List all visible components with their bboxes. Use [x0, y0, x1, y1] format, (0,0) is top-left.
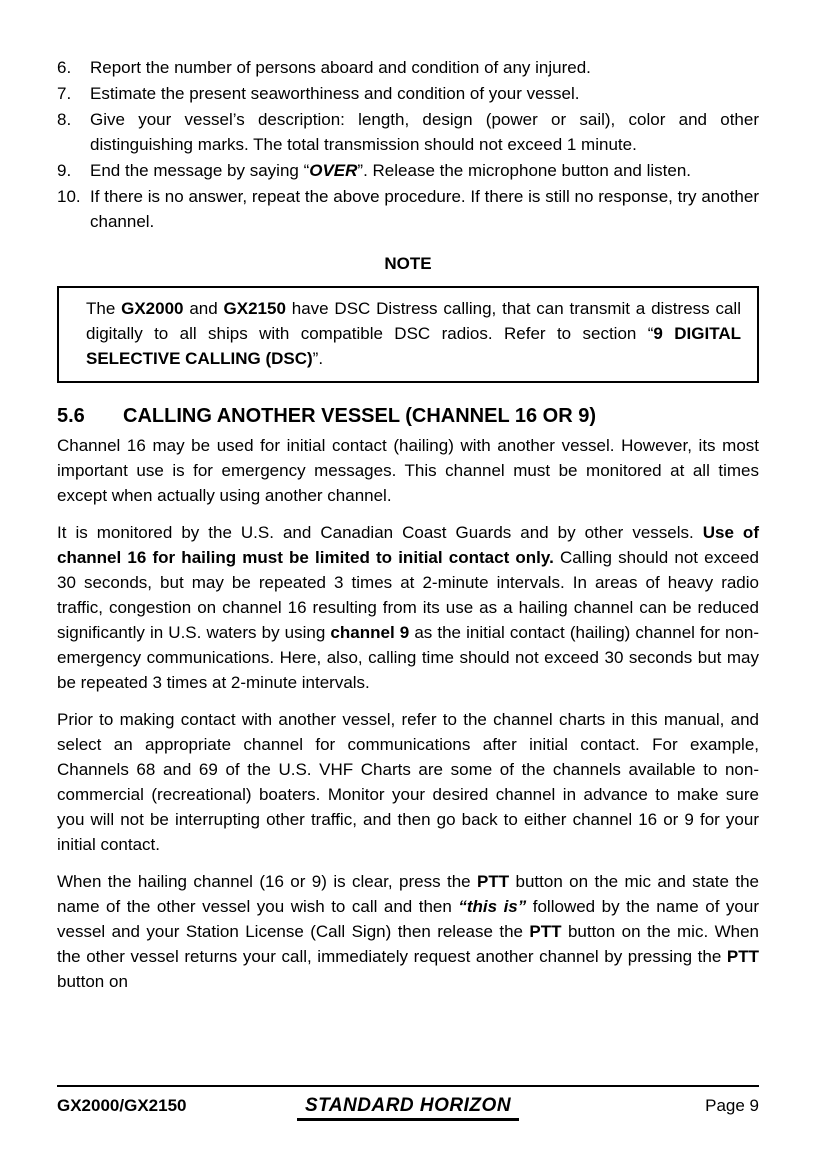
- list-item-number: 8.: [57, 110, 72, 129]
- note-label: NOTE: [384, 254, 432, 273]
- list-item: [57, 107, 759, 157]
- list-item-text: End the message by saying “OVER”. Release the microphone button and listen.: [90, 161, 692, 180]
- footer-page-number: Page 9: [705, 1096, 759, 1115]
- list-item-number: 7.: [57, 84, 72, 103]
- list-item-text: If there is no answer, repeat the above procedure. If there is still no response, try another channel.: [90, 187, 759, 231]
- list-item-text: Give your vessel’s description: length, design (power or sail), color and other distinguishing marks. The total transmission should not exceed 1 minute.: [90, 110, 759, 154]
- page-footer: [57, 1085, 759, 1157]
- list-item: [57, 184, 759, 234]
- section-title: CALLING ANOTHER VESSEL (CHANNEL 16 OR 9): [123, 405, 597, 427]
- list-item-text: Estimate the present seaworthiness and condition of your vessel.: [90, 84, 580, 103]
- note-box: [57, 286, 759, 383]
- paragraph: Prior to making contact with another vessel, refer to the channel charts in this manual, and select an appropriate channel for communications after initial contact. For example, Channels 68 and 69 of the U.S. VHF Charts are some of the channels available to non-commercial (recreational) boaters. Monitor your desired channel in advance to make sure you will not be interrupting other traffic, and then go back to either channel 16 or 9 for your initial contact.: [57, 710, 759, 854]
- paragraph: When the hailing channel (16 or 9) is clear, press the PTT button on the mic and state the name of the other vessel you wish to call and then “this is” followed by the name of your vessel and your Station License (Call Sign) then release the PTT button on the mic. When the other vessel returns your call, immediately request another channel by pressing the PTT button on: [57, 872, 759, 991]
- footer-model: GX2000/GX2150: [57, 1096, 187, 1115]
- list-item: [57, 158, 759, 183]
- paragraph: Channel 16 may be used for initial contact (hailing) with another vessel. However, its most important use is for emergency messages. This channel must be monitored at all times except when actually using another channel.: [57, 436, 759, 505]
- list-item-number: 10.: [57, 187, 81, 206]
- note-text: The GX2000 and GX2150 have DSC Distress calling, that can transmit a distress call digitally to all ships with compatible DSC radios. Refer to section “9 DIGITAL SELECTIVE CALLING (DSC)”.: [86, 299, 741, 368]
- list-item-number: 6.: [57, 58, 72, 77]
- section-heading: [57, 403, 759, 429]
- section-number: 5.6: [57, 405, 85, 427]
- brand-logo: STANDARD HORIZON: [297, 1093, 519, 1121]
- list-item: [57, 81, 759, 106]
- list-item-text: Report the number of persons aboard and condition of any injured.: [90, 58, 591, 77]
- paragraph: It is monitored by the U.S. and Canadian Coast Guards and by other vessels. Use of channel 16 for hailing must be limited to initial contact only. Calling should not exceed 30 seconds, but may be repeated 3 times at 2-minute intervals. In areas of heavy radio traffic, congestion on channel 16 resulting from its use as a hailing channel can be reduced significantly in U.S. waters by using channel 9 as the initial contact (hailing) channel for non-emergency communications. Here, also, calling time should not exceed 30 seconds but may be repeated 3 times at 2-minute intervals.: [57, 523, 760, 692]
- list-item-number: 9.: [57, 161, 72, 180]
- numbered-list: [57, 55, 759, 234]
- list-item: [57, 55, 759, 80]
